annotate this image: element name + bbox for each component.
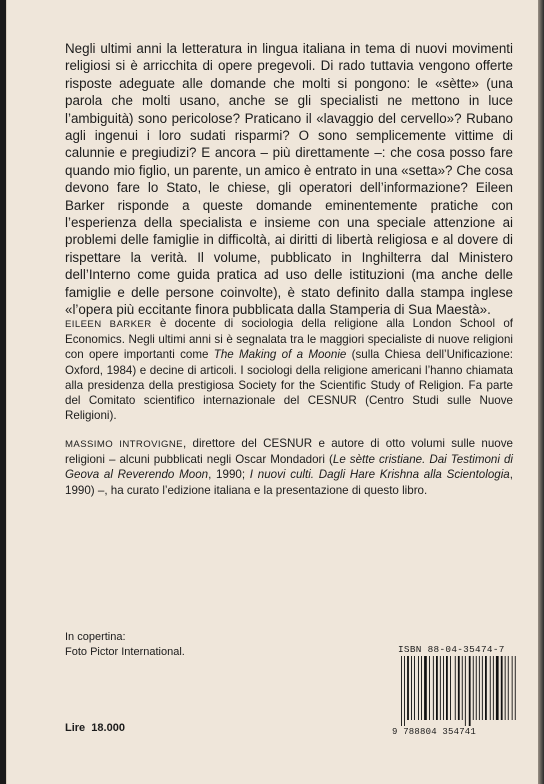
barcode-icon bbox=[401, 656, 517, 726]
bio-introvigne-text-2: , 1990; bbox=[208, 468, 250, 482]
barcode-digits: 9 788804 354741 bbox=[392, 727, 477, 737]
back-cover bbox=[6, 0, 540, 784]
cover-photo-credit bbox=[65, 630, 185, 659]
bio-barker-text-1: è docente di sociologia della religione alla London School of Economics. Negli ultimi anni si è segnalata tra le maggiori specialiste di nuove religioni con opere importanti come bbox=[65, 317, 513, 362]
editor-bio-introvigne bbox=[65, 436, 513, 498]
bio-introvigne-text-3: , 1990) –, ha curato l’edizione italiana e la presentazione di questo libro. bbox=[65, 468, 513, 497]
editor-name-introvigne: MASSIMO INTROVIGNE bbox=[65, 439, 183, 450]
page-edge-shadow bbox=[538, 0, 544, 784]
bio-introvigne-text-1: , direttore del CESNUR e autore di otto volumi sulle nuove religioni – alcuni pubblicati negli Oscar Mondadori ( bbox=[65, 437, 514, 467]
author-name-barker: EILEEN BARKER bbox=[65, 319, 152, 330]
book-title-nuovi-culti: I nuovi culti. Dagli Hare Krishna alla Scientologia bbox=[249, 468, 510, 482]
cover-credit-source: Foto Pictor International. bbox=[65, 645, 185, 658]
isbn-number: ISBN 88-04-35474-7 bbox=[398, 644, 505, 655]
blurb-paragraph: Negli ultimi anni la letteratura in lingua italiana in tema di nuovi movimenti religiosi si è arricchita di opere pregevoli. Di rado tuttavia vengono offerte risposte adeguate alle domande che molti si pongono: le «sètte» (una parola che molti usano, anche se gli specialisti ne mettono in luce l’ambiguità) sono pericolose? Praticano il «lavaggio del cervello»? Rubano agli ingenui i loro sudati risparmi? O sono semplicemente vittime di calunnie e pregiudizi? E ancora – più direttamente –: che cosa posso fare quando mio figlio, un parente, un amico è entrato in una «setta»? Che cosa devono fare lo Stato, le chiese, gli operatori dell’informazione? Eileen Barker risponde a queste domande eminentemente pratiche con l’esperienza della specialista e insieme con una speciale attenzione ai problemi delle famiglie in difficoltà, ai diritti di libertà religiosa e al dovere di rispettare la verità. Il volume, pubblicato in Inghilterra dal Ministero dell’Interno come guida pratica ad uso delle istituzioni (ma anche delle famiglie e delle persone coinvolte), è stato definito dalla stampa inglese «l’opera più eccitante finora pubblicata dalla Stamperia di Sua Maestà». bbox=[65, 41, 513, 318]
author-bio-barker bbox=[65, 316, 513, 423]
book-title-moonie: The Making of a Moonie bbox=[213, 348, 347, 362]
price-label: Lire 18.000 bbox=[65, 722, 125, 734]
book-title-sette: Le sètte cristiane. Dai Testimoni di Geova al Reverendo Moon bbox=[65, 453, 513, 482]
bio-barker-text-2: (sulla Chiesa dell’Unificazione: Oxford, 1984) e decine di articoli. I sociologi della religione americani l’hanno chiamata alla presidenza della prestigiosa Society for the Scientific Study of Religion. Fa parte del Comitato scientifico internazionale del CESNUR (Centro Studi sulle Nuove Religioni). bbox=[65, 348, 513, 423]
cover-credit-label: In copertina: bbox=[65, 631, 126, 643]
